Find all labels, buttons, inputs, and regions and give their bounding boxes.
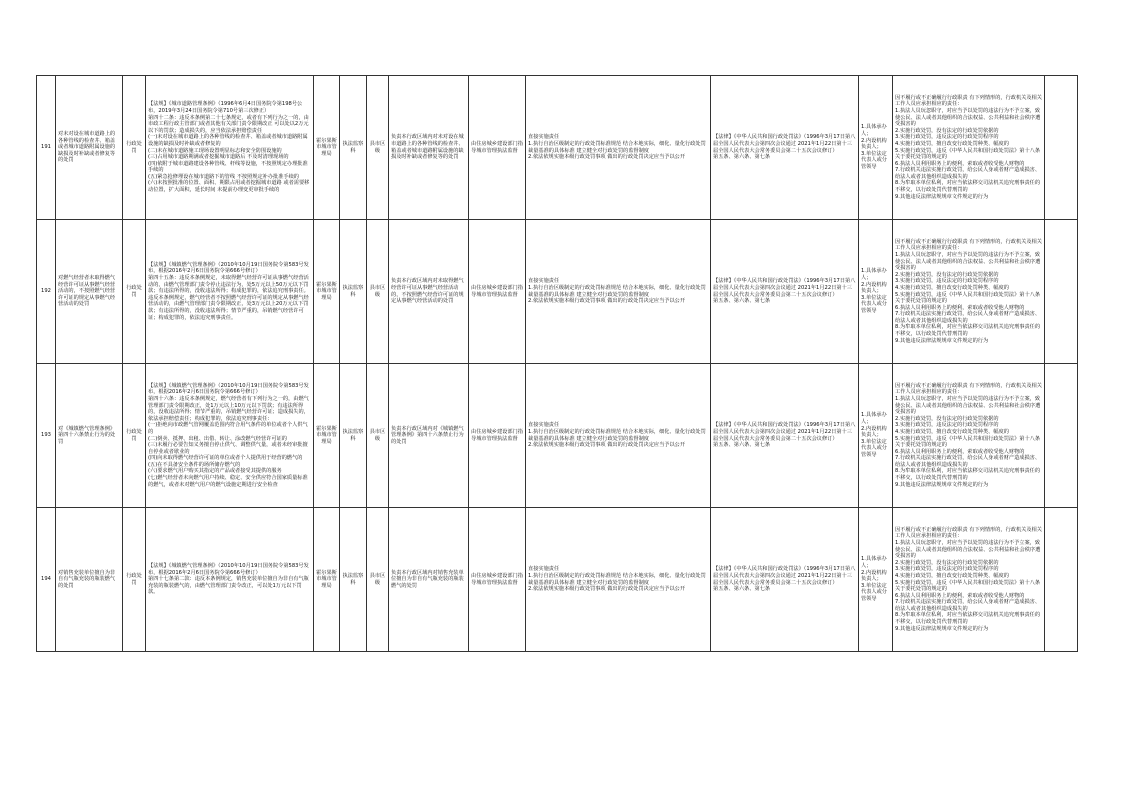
- accountability-basis: 【法律】《中华人民共和国行政处罚法》（1996年3月17日第八届全国人民代表大会第四次会议通过 2021年1月22日第十三届全国人民代表大会常务委员会第二十五次会议修订） 第五条、第六条、第七条: [711, 76, 859, 220]
- accountability-basis: 【法律】《中华人民共和国行政处罚法》（1996年3月17日第八届全国人民代表大会第四次会议通过 2021年1月22日第十三届全国人民代表大会常务委员会第二十五次会议修订） 第五条、第六条、第七条: [711, 508, 859, 652]
- legal-basis: 【法规】《城镇燃气管理条例》（2010年10月19日国务院令第583号发布，根据2016年2月6日国务院令第666号修订） 第四十七条第二款：违反本条例规定，销售充装单位擅自为非自有气瓶充装的瓶装燃气的，由燃气管理部门责令改正，可以处1万元以下罚款。: [146, 508, 314, 652]
- item-name: 对销售充装单位擅自为非自有气瓶充装的瓶装燃气的处罚: [56, 508, 123, 652]
- remarks-cell: [1045, 508, 1078, 652]
- table-row: [37, 220, 1078, 364]
- responsible-section: 执法监察科: [340, 508, 367, 652]
- coordination-note: 由住房城乡建设部门指导城市管理执法监督: [469, 364, 526, 508]
- coordination-note: 由住房城乡建设部门指导城市管理执法监督: [469, 220, 526, 364]
- legal-basis: 【法规】《城市道路管理条例》（1996年6月4日国务院令第198号公布，2019年3月24日国务院令第710号第三次修正） 第四十二条：违反本条例第二十七条规定，或者有下列行为之一的，由市政工程行政主管部门或者其他有关部门责令限期改正 可以处以2万元以下的罚款；造成损失的，应当依法承担赔偿责任 (一)未对设在城市道路上的各种管线的检查井、箱盖或者城市道路附属设施的缺损及时补缺或者修复的 (二)未在城市道路施工现场设置明显标志和安全防围设施的 (三)占用城市道路期满或者挖掘城市道路后 不及时清理现场的 (四)依附于城市道路建设各种管线、杆线等设施，不按照规定办理批准手续的 (五)紧急抢修埋设在城市道路下的管线 不按照规定补办批准手续的 (六)未按照批准的位置、面积、期限占用或者挖掘城市道路 或者需要移动位置，扩大面积，延长时间 未提前办理变更审批手续的: [146, 76, 314, 220]
- duty-description: 负责本行政区域内对销售充装单位擅自为非自有气瓶充装的瓶装燃气的处罚: [389, 508, 469, 652]
- implementation-level: 县市区级: [367, 508, 389, 652]
- accountable-persons: 1.具体承办人； 2.内设机构负责人； 3.单位法定代表人或分管领导: [859, 220, 893, 364]
- responsibility-items: 直接实施责任 1.执行自治区级制定的行政处罚标准规范 结合本地实际，细化、量化行政处罚裁量基准的具体标准 建立健全对行政处罚的监督制度 2.依法依规实施本级行政处罚事项 做出的行政处罚决定应当予以公开: [526, 220, 711, 364]
- accountability-circumstances: 因不履行或不正确履行行政职责 有下列情形的，行政机关及相关工作人员应承担相应的责任： 1.执法人员玩忽职守，对应当予以处罚的违法行为不予立案，致使公民、法人或者其他组织的合法权益、公共利益和社会秩序遭受损害的 2.实施行政处罚，没有法定的行政处罚依据的 3.实施行政处罚，违反法定的行政处罚程序的 4.实施行政处罚，擅自改变行政处罚种类、幅度的 5.实施行政处罚，违反《中华人民共和国行政处罚法》第十八条关于委托处罚的规定的 6.执法人员利用职务上的便利，索取或者收受他人财物的 7.行政机关违法实施行政处罚，给公民人身或者财产造成损害、给法人或者其他组织造成损失的 8.为牟取本单位私利，对应当依法移交司法机关追究刑事责任的不移交，以行政处罚代替刑罚的 9.其他违反法律法规规章文件规定的行为: [893, 76, 1045, 220]
- responsible-section: 执法监察科: [340, 364, 367, 508]
- responsibility-items: 直接实施责任 1.执行自治区级制定的行政处罚标准规范 结合本地实际，细化、量化行政处罚裁量基准的具体标准 建立健全对行政处罚的监督制度 2.依法依规实施本级行政处罚事项 做出的行政处罚决定应当予以公开: [526, 76, 711, 220]
- responsible-section: 执法监察科: [340, 220, 367, 364]
- duty-description: 负责本行政区域内对未对设在城市道路上的各种管线的检查井、箱盖或者城市道路附属设施的缺损及时补缺或者修复等的处罚: [389, 76, 469, 220]
- coordination-note: 由住房城乡建设部门指导城市管理执法监督: [469, 76, 526, 220]
- item-number: 193: [37, 364, 56, 508]
- coordination-note: 由住房城乡建设部门指导城市管理执法监督: [469, 508, 526, 652]
- table-row: [37, 508, 1078, 652]
- duty-description: 负责本行政区域内对《城镇燃气管理条例》第四十六条禁止行为的处罚: [389, 364, 469, 508]
- item-name: 对燃气经营者未取得燃气经营许可证从事燃气经营活动的，不按照燃气经营许可证的规定从事燃气经营活动的处罚: [56, 220, 123, 364]
- legal-basis: 【法规】《城镇燃气管理条例》（2010年10月19日国务院令第583号发布，根据2016年2月6日国务院令第666号修订） 第四十五条：违反本条例规定，未取得燃气经营许可证从事燃气经营活动的，由燃气管理部门责令停止违法行为，处5万元以上50万元以下罚款；有违法所得的，没收违法所得；构成犯罪的，依法追究刑事责任。 违反本条例规定，燃气经营者不按照燃气经营许可证的规定从事燃气经营活动的，由燃气管理部门责令限期改正，处3万元以上20万元以下罚款；有违法所得的，没收违法所得；情节严重的，吊销燃气经营许可证；构成犯罪的，依法追究刑事责任。: [146, 220, 314, 364]
- implementing-department: 霍尔果斯市城市管理局: [314, 76, 340, 220]
- responsible-section: 执法监察科: [340, 76, 367, 220]
- accountability-circumstances: 因不履行或不正确履行行政职责 有下列情形的，行政机关及相关工作人员应承担相应的责任： 1.执法人员玩忽职守，对应当予以处罚的违法行为不予立案，致使公民、法人或者其他组织的合法权益、公共利益和社会秩序遭受损害的 2.实施行政处罚，没有法定的行政处罚依据的 3.实施行政处罚，违反法定的行政处罚程序的 4.实施行政处罚，擅自改变行政处罚种类、幅度的 5.实施行政处罚，违反《中华人民共和国行政处罚法》第十八条关于委托处罚的规定的 6.执法人员利用职务上的便利，索取或者收受他人财物的 7.行政机关违法实施行政处罚，给公民人身或者财产造成损害、给法人或者其他组织造成损失的 8.为牟取本单位私利，对应当依法移交司法机关追究刑事责任的不移交，以行政处罚代替刑罚的 9.其他违反法律法规规章文件规定的行为: [893, 364, 1045, 508]
- responsibility-items: 直接实施责任 1.执行自治区级制定的行政处罚标准规范 结合本地实际，细化、量化行政处罚裁量基准的具体标准 建立健全对行政处罚的监督制度 2.依法依规实施本级行政处罚事项 做出的行政处罚决定应当予以公开: [526, 364, 711, 508]
- item-number: 191: [37, 76, 56, 220]
- remarks-cell: [1045, 76, 1078, 220]
- item-type: 行政处罚: [123, 220, 146, 364]
- duty-description: 负责本行政区域内对未取得燃气经营许可证从事燃气经营活动的，不按照燃气经营许可证的规定从事燃气经营活动的处罚: [389, 220, 469, 364]
- remarks-cell: [1045, 364, 1078, 508]
- accountable-persons: 1.具体承办人； 2.内设机构负责人； 3.单位法定代表人或分管领导: [859, 76, 893, 220]
- responsibility-table: [36, 75, 1078, 652]
- responsibility-items: 直接实施责任 1.执行自治区级制定的行政处罚标准规范 结合本地实际，细化、量化行政处罚裁量基准的具体标准 建立健全对行政处罚的监督制度 2.依法依规实施本级行政处罚事项 做出的行政处罚决定应当予以公开: [526, 508, 711, 652]
- item-type: 行政处罚: [123, 364, 146, 508]
- item-number: 194: [37, 508, 56, 652]
- implementation-level: 县市区级: [367, 76, 389, 220]
- accountability-circumstances: 因不履行或不正确履行行政职责 有下列情形的，行政机关及相关工作人员应承担相应的责任： 1.执法人员玩忽职守，对应当予以处罚的违法行为不予立案，致使公民、法人或者其他组织的合法权益、公共利益和社会秩序遭受损害的 2.实施行政处罚，没有法定的行政处罚依据的 3.实施行政处罚，违反法定的行政处罚程序的 4.实施行政处罚，擅自改变行政处罚种类、幅度的 5.实施行政处罚，违反《中华人民共和国行政处罚法》第十八条关于委托处罚的规定的 6.执法人员利用职务上的便利，索取或者收受他人财物的 7.行政机关违法实施行政处罚，给公民人身或者财产造成损害、给法人或者其他组织造成损失的 8.为牟取本单位私利，对应当依法移交司法机关追究刑事责任的不移交，以行政处罚代替刑罚的 9.其他违反法律法规规章文件规定的行为: [893, 508, 1045, 652]
- implementation-level: 县市区级: [367, 220, 389, 364]
- item-name: 对未对设在城市道路上的各种管线的检查井、箱盖或者城市道路附属设施的缺损及时补缺或者修复等的处罚: [56, 76, 123, 220]
- item-number: 192: [37, 220, 56, 364]
- remarks-cell: [1045, 220, 1078, 364]
- implementing-department: 霍尔果斯市城市管理局: [314, 220, 340, 364]
- accountability-circumstances: 因不履行或不正确履行行政职责 有下列情形的，行政机关及相关工作人员应承担相应的责任： 1.执法人员玩忽职守，对应当予以处罚的违法行为不予立案，致使公民、法人或者其他组织的合法权益、公共利益和社会秩序遭受损害的 2.实施行政处罚，没有法定的行政处罚依据的 3.实施行政处罚，违反法定的行政处罚程序的 4.实施行政处罚，擅自改变行政处罚种类、幅度的 5.实施行政处罚，违反《中华人民共和国行政处罚法》第十八条关于委托处罚的规定的 6.执法人员利用职务上的便利，索取或者收受他人财物的 7.行政机关违法实施行政处罚，给公民人身或者财产造成损害、给法人或者其他组织造成损失的 8.为牟取本单位私利，对应当依法移交司法机关追究刑事责任的不移交，以行政处罚代替刑罚的 9.其他违反法律法规规章文件规定的行为: [893, 220, 1045, 364]
- accountability-basis: 【法律】《中华人民共和国行政处罚法》（1996年3月17日第八届全国人民代表大会第四次会议通过 2021年1月22日第十三届全国人民代表大会常务委员会第二十五次会议修订） 第五条、第六条、第七条: [711, 220, 859, 364]
- legal-basis: 【法规】《城镇燃气管理条例》（2010年10月19日国务院令第583号发布，根据2016年2月6日国务院令第666号修订） 第四十六条：违反本条例规定，燃气经营者有下列行为之一的，由燃气管理部门责令限期改正，处1万元以上10万元以下罚款；有违法所得的，没收违法所得；情节严重的，吊销燃气经营许可证；造成损失的，依法承担赔偿责任；构成犯罪的，依法追究刑事责任： (一)拒绝向市政燃气管网覆盖范围内符合用气条件的单位或者个人供气的 (二)倒卖、抵押、出租、出借、转让、涂改燃气经营许可证的 (三)未履行必要告知义务擅自停止供气、调整供气量，或者未经审批擅自停业或者歇业的 (四)向未取得燃气经营许可证的单位或者个人提供用于经营的燃气的 (五)在不具备安全条件的场所储存燃气的 (六)要求燃气用户购买其指定的产品或者接受其提供的服务 (七)燃气经营者未向燃气用户持续、稳定、安全供应符合国家质量标准的燃气，或者未对燃气用户的燃气设施定期进行安全检查: [146, 364, 314, 508]
- implementation-level: 县市区级: [367, 364, 389, 508]
- item-name: 对《城镇燃气管理条例》第四十六条禁止行为的处罚: [56, 364, 123, 508]
- implementing-department: 霍尔果斯市城市管理局: [314, 508, 340, 652]
- item-type: 行政处罚: [123, 76, 146, 220]
- item-type: 行政处罚: [123, 508, 146, 652]
- table-row: [37, 364, 1078, 508]
- accountability-basis: 【法律】《中华人民共和国行政处罚法》（1996年3月17日第八届全国人民代表大会第四次会议通过 2021年1月22日第十三届全国人民代表大会常务委员会第二十五次会议修订） 第五条、第六条、第七条: [711, 364, 859, 508]
- accountable-persons: 1.具体承办人； 2.内设机构负责人； 3.单位法定代表人或分管领导: [859, 364, 893, 508]
- implementing-department: 霍尔果斯市城市管理局: [314, 364, 340, 508]
- accountable-persons: 1.具体承办人； 2.内设机构负责人； 3.单位法定代表人或分管领导: [859, 508, 893, 652]
- table-row: [37, 76, 1078, 220]
